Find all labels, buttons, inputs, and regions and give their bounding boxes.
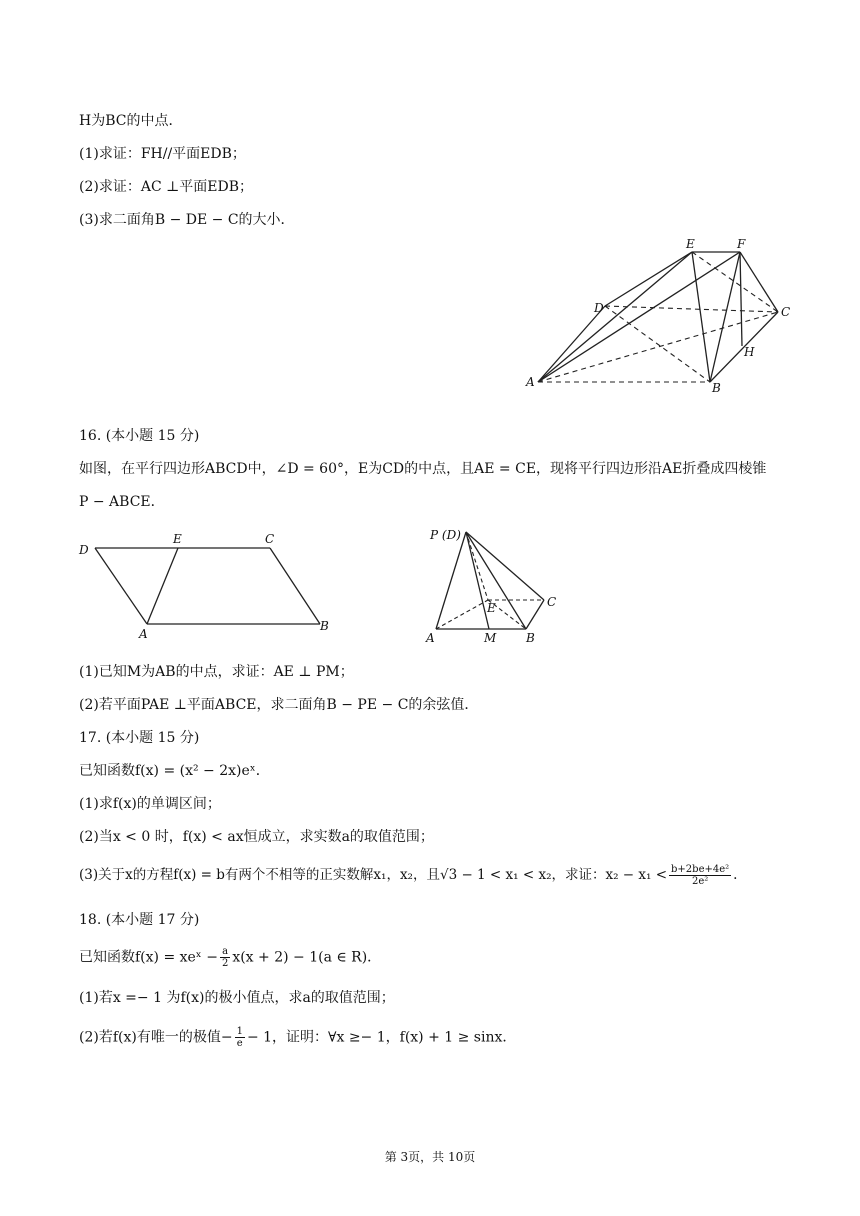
q18-fraction-a xyxy=(220,946,230,969)
q17-stem: 已知函数f(x) = (x² − 2x)eˣ． xyxy=(79,763,270,779)
page-footer: 第 3页，共 10页 xyxy=(384,1150,476,1164)
label-E: E xyxy=(173,532,182,546)
q17-part3 xyxy=(79,864,737,887)
edge-AD xyxy=(538,306,605,382)
edge-DB-dashed xyxy=(605,306,710,382)
q15-condition-h: H为BC的中点． xyxy=(79,113,183,129)
label-F: F xyxy=(737,237,746,251)
edge-DE xyxy=(605,252,692,306)
q16-part2: (2)若平面PAE ⊥平面ABCE，求二面角B − PE − C的余弦值． xyxy=(79,697,479,713)
q18-stem-a: 已知函数f(x) = xeˣ − xyxy=(79,949,218,966)
label-A: A xyxy=(526,375,535,389)
q15-part3: (3)求二面角B − DE − C的大小． xyxy=(79,212,295,228)
edge-EC-dashed xyxy=(692,252,778,312)
label-A: A xyxy=(426,631,435,645)
q18-stem-b: x(x + 2) − 1(a ∈ R)． xyxy=(232,949,382,966)
q16-stem: 如图，在平行四边形ABCD中，∠D = 60°，E为CD的中点，且AE = CE，现将平行四边形沿AE折叠成四棱锥 xyxy=(79,461,767,477)
edge-FC xyxy=(740,252,778,312)
q16-heading: 16. (本小题 15 分) xyxy=(79,428,200,444)
label-B: B xyxy=(712,381,721,395)
edge-AF xyxy=(538,252,740,382)
edge-EB xyxy=(692,252,710,382)
label-C: C xyxy=(547,595,557,609)
q17-fraction-den: 2e² xyxy=(691,876,709,887)
q18-fraction-e xyxy=(235,1026,245,1049)
edge-DC-dashed xyxy=(605,306,778,312)
figure-q15-solid xyxy=(520,236,800,396)
label-C: C xyxy=(265,532,275,546)
label-D: D xyxy=(594,301,604,315)
q18-fraction-e-den: e xyxy=(236,1038,243,1049)
label-B: B xyxy=(320,619,329,633)
q18-fraction-a-num: a xyxy=(220,946,230,958)
edge-AE xyxy=(538,252,692,382)
q15-part2: (2)求证：AC ⊥平面EDB； xyxy=(79,179,254,195)
edge-FH xyxy=(740,252,742,346)
label-E: E xyxy=(686,237,695,251)
label-M: M xyxy=(484,631,497,645)
q17-part2: (2)当x < 0 时，f(x) < ax恒成立，求实数a的取值范围； xyxy=(79,829,434,845)
q16-stem-cont: P − ABCE． xyxy=(79,494,165,510)
q17-heading: 17. (本小题 15 分) xyxy=(79,730,200,746)
figure-q16-pyramid xyxy=(424,522,574,647)
q18-part2 xyxy=(79,1026,516,1049)
q18-heading: 18. (本小题 17 分) xyxy=(79,912,200,928)
q18-stem xyxy=(79,946,381,969)
q17-part3-text: (3)关于x的方程f(x) = b有两个不相等的正实数解x₁，x₂，且√3 − 1 < x₁ < x₂，求证：x₂ − x₁ < xyxy=(79,867,668,883)
q17-fraction-num: b+2be+4e² xyxy=(671,864,730,875)
label-D: D xyxy=(79,543,89,557)
label-C: C xyxy=(781,305,791,319)
edge-FB xyxy=(710,252,740,382)
q18-part2-a: (2)若f(x)有唯一的极值− xyxy=(79,1029,233,1046)
q17-fraction xyxy=(669,864,731,887)
label-E: E xyxy=(487,601,496,615)
q16-part1: (1)已知M为AB的中点，求证：AE ⊥ PM； xyxy=(79,664,354,680)
label-H: H xyxy=(744,345,755,359)
q18-fraction-e-num: 1 xyxy=(236,1026,243,1037)
label-A: A xyxy=(139,627,148,641)
q18-part2-b: − 1，证明：∀x ≥− 1，f(x) + 1 ≥ sinx． xyxy=(246,1029,517,1046)
q17-end: . xyxy=(733,867,738,883)
q17-part1: (1)求f(x)的单调区间； xyxy=(79,796,221,812)
q18-fraction-a-den: 2 xyxy=(221,958,229,969)
q18-part1: (1)若x =− 1 为f(x)的极小值点，求a的取值范围； xyxy=(79,990,395,1006)
q15-part1: (1)求证：FH//平面EDB； xyxy=(79,146,246,162)
figure-q16-parallelogram xyxy=(75,528,345,646)
label-B: B xyxy=(526,631,535,645)
label-PD: P (D) xyxy=(430,528,461,542)
